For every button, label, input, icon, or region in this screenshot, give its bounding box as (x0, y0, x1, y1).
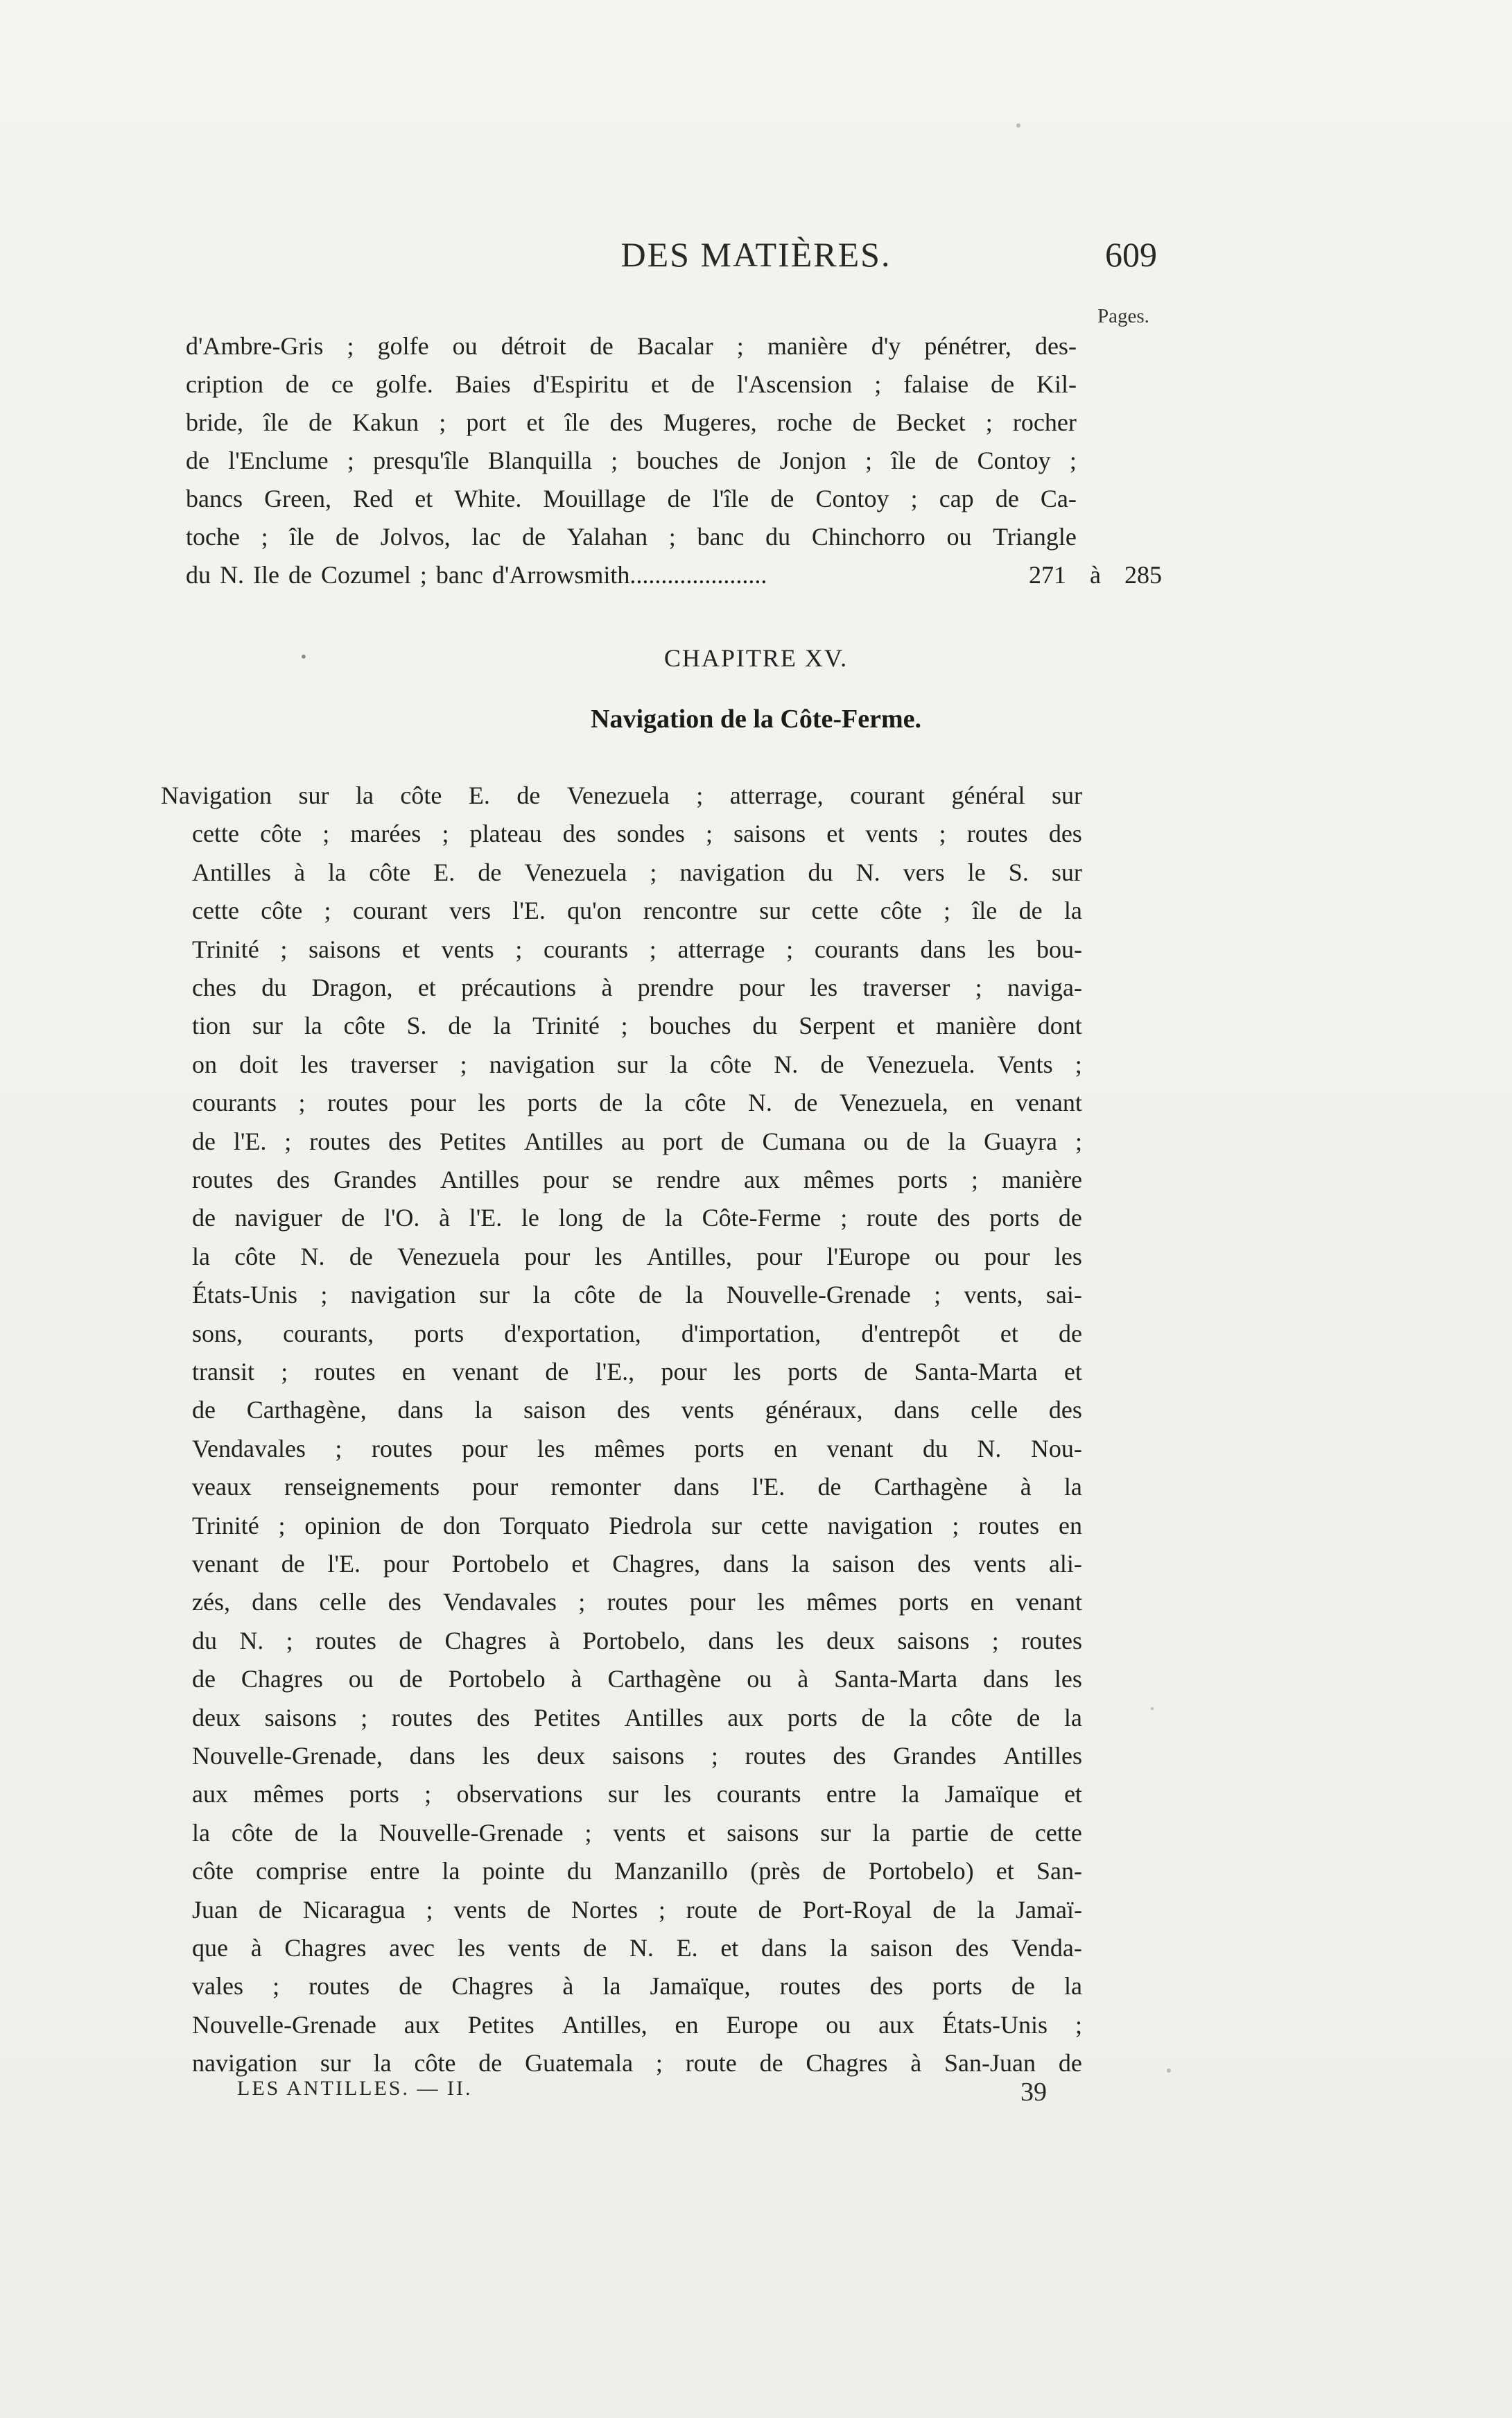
text-line: d'Ambre-Gris ; golfe ou détroit de Bacalar ; manière d'y pénétrer, des- (186, 332, 1077, 360)
text-line: vales ; routes de Chagres à la Jamaïque, routes des ports de la (192, 1972, 1082, 2000)
text-line: la côte N. de Venezuela pour les Antilles, pour l'Europe ou pour les (192, 1243, 1082, 1270)
text-line: toche ; île de Jolvos, lac de Yalahan ; banc du Chinchorro ou Triangle (186, 523, 1077, 551)
text-line: cription de ce golfe. Baies d'Espiritu et de l'Ascension ; falaise de Kil- (186, 370, 1077, 398)
text-line: que à Chagres avec les vents de N. E. et dans la saison des Venda- (192, 1934, 1082, 1962)
page-range (1029, 559, 1162, 591)
text-line: ches du Dragon, et précautions à prendre pour les traverser ; naviga- (192, 974, 1082, 1001)
text-line: du N. ; routes de Chagres à Portobelo, dans les deux saisons ; routes (192, 1627, 1082, 1655)
text-line: de l'E. ; routes des Petites Antilles au port de Cumana ou de la Guayra ; (192, 1128, 1082, 1155)
text-line: de Chagres ou de Portobelo à Carthagène ou à Santa-Marta dans les (192, 1665, 1082, 1693)
paper-speck (1167, 2069, 1171, 2073)
text-line: Trinité ; saisons et vents ; courants ; atterrage ; courants dans les bou- (192, 935, 1082, 963)
text-line: côte comprise entre la pointe du Manzanillo (près de Portobelo) et San- (192, 1857, 1082, 1885)
chapter-title: CHAPITRE XV. (663, 644, 849, 672)
text-line: routes des Grandes Antilles pour se rendre aux mêmes ports ; manière (192, 1166, 1082, 1193)
text-line: transit ; routes en venant de l'E., pour les ports de Santa-Marta et (192, 1358, 1082, 1385)
text-line: Antilles à la côte E. de Venezuela ; navigation du N. vers le S. sur (192, 858, 1082, 886)
page-range-start: 271 (1029, 561, 1066, 589)
text-line: aux mêmes ports ; observations sur les courants entre la Jamaïque et (192, 1780, 1082, 1808)
text-line: Nouvelle-Grenade, dans les deux saisons ; routes des Grandes Antilles (192, 1742, 1082, 1770)
text-line: zés, dans celle des Vendavales ; routes pour les mêmes ports en venant (192, 1588, 1082, 1616)
text-line: la côte de la Nouvelle-Grenade ; vents et saisons sur la partie de cette (192, 1819, 1082, 1847)
text-line: bride, île de Kakun ; port et île des Mugeres, roche de Becket ; rocher (186, 408, 1077, 436)
text-line: Nouvelle-Grenade aux Petites Antilles, en Europe ou aux États-Unis ; (192, 2011, 1082, 2039)
paper-speck (1151, 1707, 1154, 1710)
page-range-sep: à (1090, 561, 1101, 589)
text-line: courants ; routes pour les ports de la côte N. de Venezuela, en venant (192, 1089, 1082, 1116)
text-line-last: du N. Ile de Cozumel ; banc d'Arrowsmith...................... (186, 561, 767, 589)
text-line: cette côte ; marées ; plateau des sondes ; saisons et vents ; routes des (192, 820, 1082, 847)
text-line: sons, courants, ports d'exportation, d'importation, d'entrepôt et de (192, 1320, 1082, 1347)
running-title: DES MATIÈRES. (620, 235, 892, 274)
text-line: deux saisons ; routes des Petites Antilles aux ports de la côte de la (192, 1704, 1082, 1732)
text-line: cette côte ; courant vers l'E. qu'on rencontre sur cette côte ; île de la (192, 897, 1082, 924)
text-line: Trinité ; opinion de don Torquato Piedrola sur cette navigation ; routes en (192, 1512, 1082, 1539)
page-range-end: 285 (1124, 561, 1162, 589)
paper-speck (1016, 123, 1020, 128)
page-number: 609 (1105, 235, 1157, 274)
text-line: Navigation sur la côte E. de Venezuela ; atterrage, courant général sur (161, 781, 1082, 809)
text-line: Vendavales ; routes pour les mêmes ports en venant du N. Nou- (192, 1435, 1082, 1462)
sheet-number: 39 (1020, 2078, 1047, 2107)
text-line: bancs Green, Red et White. Mouillage de l'île de Contoy ; cap de Ca- (186, 485, 1077, 512)
text-line: navigation sur la côte de Guatemala ; route de Chagres à San-Juan de (192, 2049, 1082, 2077)
text-line: tion sur la côte S. de la Trinité ; bouches du Serpent et manière dont (192, 1012, 1082, 1039)
text-line: de naviguer de l'O. à l'E. le long de la Côte-Ferme ; route des ports de (192, 1204, 1082, 1232)
chapter-subtitle: Navigation de la Côte-Ferme. (591, 705, 921, 734)
signature-mark: LES ANTILLES. — II. (237, 2077, 473, 2100)
stray-mark: • (299, 648, 308, 665)
pages-column-label: Pages. (1097, 305, 1149, 327)
text-line: venant de l'E. pour Portobelo et Chagres, dans la saison des vents ali- (192, 1550, 1082, 1578)
text-line: États-Unis ; navigation sur la côte de la Nouvelle-Grenade ; vents, sai- (192, 1281, 1082, 1309)
text-line: de l'Enclume ; presqu'île Blanquilla ; bouches de Jonjon ; île de Contoy ; (186, 447, 1077, 474)
text-line: de Carthagène, dans la saison des vents généraux, dans celle des (192, 1396, 1082, 1424)
text-line: Juan de Nicaragua ; vents de Nortes ; route de Port-Royal de la Jamaï- (192, 1896, 1082, 1924)
text-line: on doit les traverser ; navigation sur la côte N. de Venezuela. Vents ; (192, 1051, 1082, 1078)
text-line: veaux renseignements pour remonter dans l'E. de Carthagène à la (192, 1473, 1082, 1501)
